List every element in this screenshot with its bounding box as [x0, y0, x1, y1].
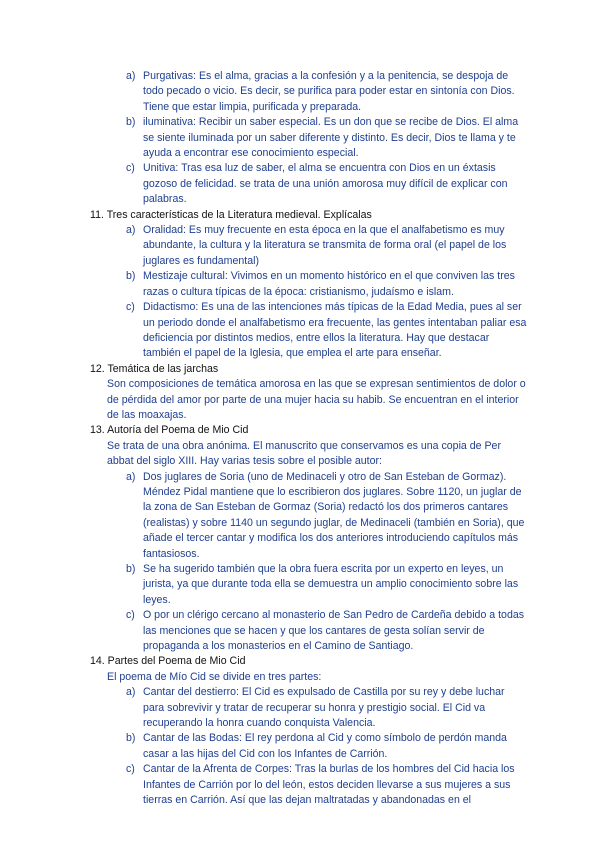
list-text: Cantar del destierro: El Cid es expulsado de Castilla por su rey y debe luchar para sobrevivir y tratar de recuperar su honra y prestigio social. El Cid va recuperando la honra cuando conquista Valencia. [143, 686, 505, 730]
list-item-juglares [126, 470, 528, 562]
list-item-didactismo [126, 300, 528, 362]
section-13-heading: 13. Autoría del Poema de Mio Cid [90, 424, 249, 437]
list-text: Purgativas: Es el alma, gracias a la confesión y a la penitencia, se despoja de todo pecado o vicio. Es decir, se purifica para poder estar en sintonía con Dios. Tiene que estar limpia, purificada y preparada. [143, 70, 515, 113]
list-text: Dos juglares de Soria (uno de Medinaceli y otro de San Esteban de Gormaz). Méndez Pidal mantiene que lo escribieron dos juglares. Sobre 1120, un juglar de la zona de San Esteban de Gormaz (Soria) redactó los dos primeros cantares (realistas) y sobre 1140 un segundo juglar, de Medinaceli (también en Soria), que añade el tercer cantar y modifica los dos anteriores introduciendo capítulos más fantasiosos. [143, 470, 525, 560]
list-text: Mestizaje cultural: Vivimos en un momento histórico en el que conviven las tres razas o cultura típicas de la época: cristianismo, judaísmo e islam. [143, 270, 515, 298]
list-label: c) [126, 301, 135, 314]
list-label: c) [126, 763, 135, 776]
list-item-clerigo [126, 608, 528, 654]
list-text: Cantar de las Bodas: El rey perdona al Cid y como símbolo de perdón manda casar a las hijas del Cid con los Infantes de Carrión. [143, 732, 507, 760]
list-item-unitiva [126, 161, 528, 207]
list-label: a) [126, 224, 136, 237]
list-item-iluminativa [126, 115, 528, 161]
list-text: Oralidad: Es muy frecuente en esta época en la que el analfabetismo es muy abundante, la cultura y la literatura se transmita de forma oral (el papel de los juglares es fundamental) [143, 224, 507, 267]
list-label: a) [126, 70, 136, 82]
list-text: Unitiva: Tras esa luz de saber, el alma se encuentra con Dios en un éxtasis gozoso de felicidad. se trata de una unión amorosa muy difícil de explicar con palabras. [143, 162, 508, 206]
list-item-jurista [126, 562, 528, 608]
list-text: Se ha sugerido también que la obra fuera escrita por un experto en leyes, un jurista, ya que durante toda ella se demuestra un amplio conocimiento sobre las leyes. [143, 563, 519, 606]
list-label: c) [126, 162, 135, 175]
section-13-paragraph: Se trata de una obra anónima. El manuscrito que conservamos es una copia de Per abbat del siglo XIII. Hay varias tesis sobre el posible autor: [107, 439, 501, 468]
list-label: a) [126, 686, 136, 699]
list-item-bodas [126, 731, 528, 762]
section-14-heading: 14. Partes del Poema de Mio Cid [90, 655, 246, 668]
list-label: b) [126, 270, 136, 283]
list-label: b) [126, 116, 136, 129]
list-item-afrenta [126, 762, 528, 808]
list-text: Cantar de la Afrenta de Corpes: Tras la burlas de los hombres del Cid hacia los Infantes de Carrión por lo del león, estos deciden llevarse a sus mujeres a sus tierras en Carrión. Así que las dejan maltratadas y abandonadas en el [143, 763, 515, 807]
list-item-purgativas [126, 69, 528, 115]
list-label: b) [126, 563, 136, 575]
list-item-destierro [126, 685, 528, 731]
section-11-heading: 11. Tres características de la Literatura medieval. Explícalas [90, 208, 372, 221]
list-text: Didactismo: Es una de las intenciones más típicas de la Edad Media, pues al ser un periodo donde el analfabetismo era frecuente, las gentes intentaban paliar esa deficiencia por distintos medios, entre ellos la literatura. Hay que destacar también el papel de la Iglesia, que emplea el arte para enseñar. [143, 301, 527, 360]
list-label: a) [126, 470, 136, 483]
list-item-oralidad [126, 223, 528, 269]
list-item-mestizaje [126, 269, 528, 300]
section-12-paragraph: Son composiciones de temática amorosa en las que se expresan sentimientos de dolor o de pérdida del amor por parte de una mujer hacia su habib. Se encuentran en el interior de las moaxajas. [107, 378, 526, 421]
list-text: O por un clérigo cercano al monasterio de San Pedro de Cardeña debido a todas las menciones que se hacen y que los cantares de gesta solían servir de propaganda a los monasterios en el Camino de Santiago. [143, 609, 525, 653]
list-label: b) [126, 732, 136, 745]
list-label: c) [126, 609, 135, 622]
list-text: iluminativa: Recibir un saber especial. Es un don que se recibe de Dios. El alma se siente iluminada por un saber diferente y distinto. Es decir, Dios te llama y te ayuda a encontrar ese conocimiento especial. [143, 116, 519, 160]
section-14-paragraph: El poema de Mío Cid se divide en tres partes: [107, 670, 322, 683]
section-12-heading: 12. Temática de las jarchas [90, 362, 219, 375]
